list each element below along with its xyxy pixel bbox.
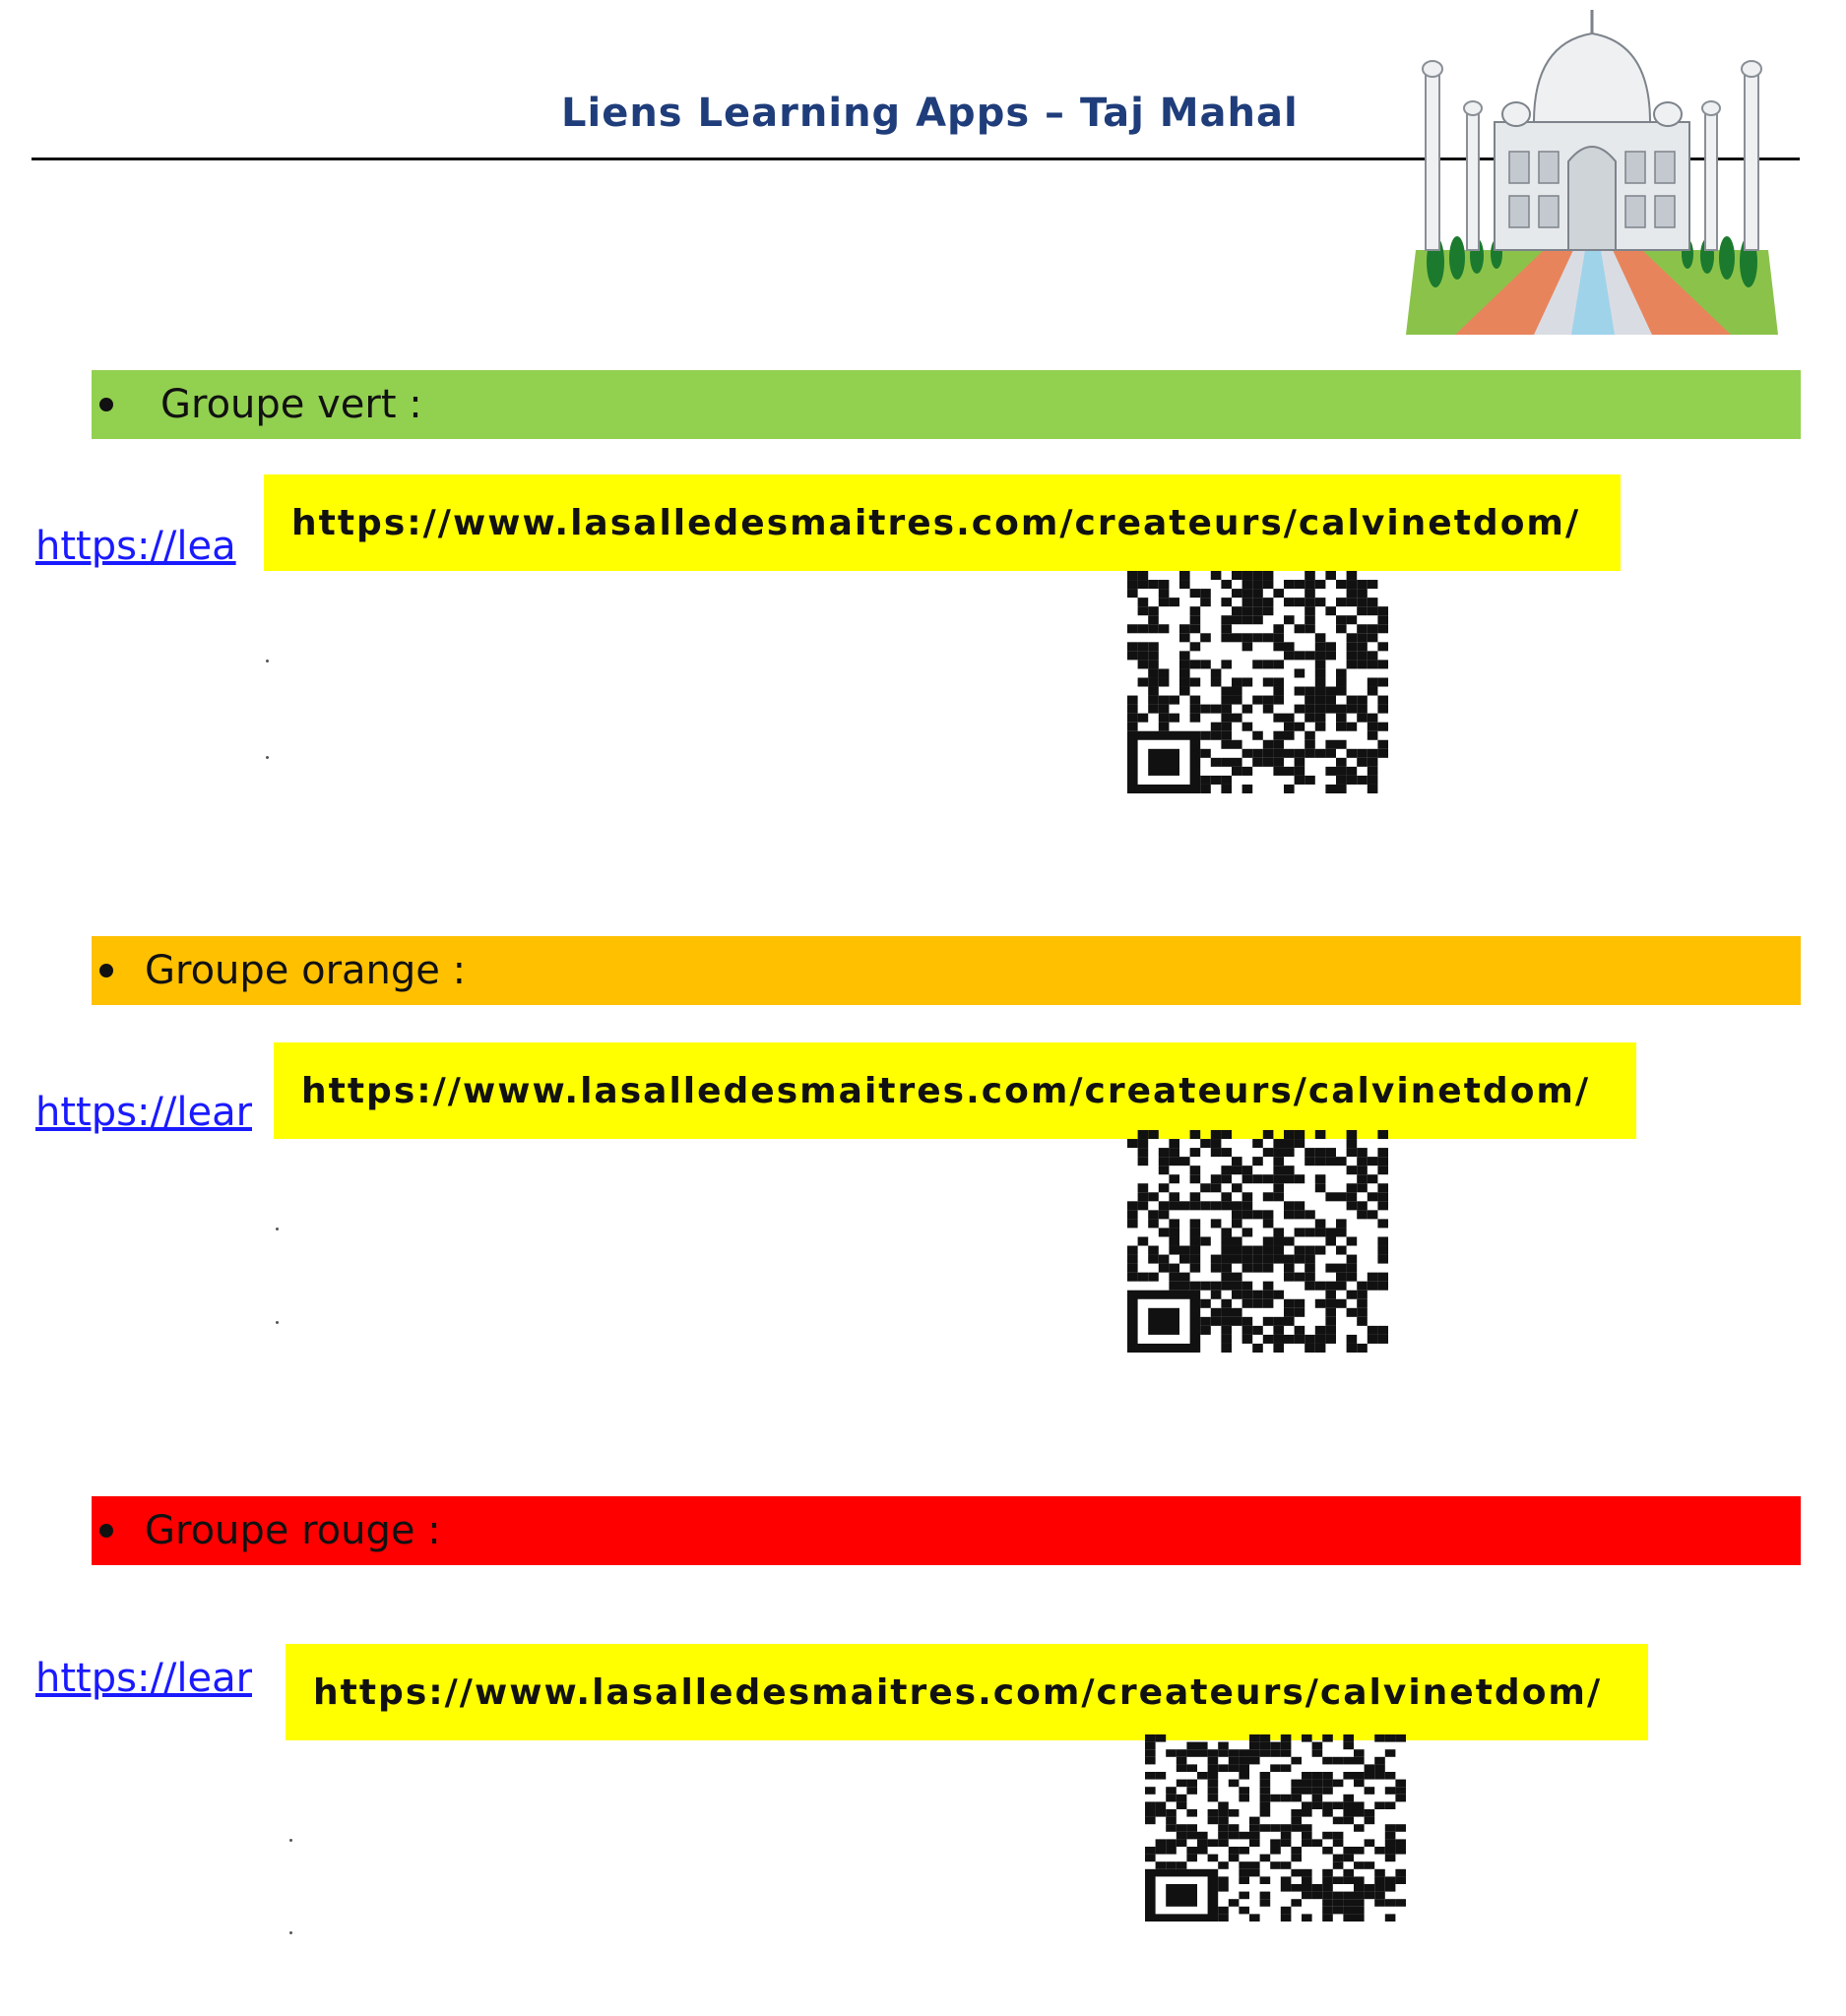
group-band-vert bbox=[92, 370, 1801, 439]
group-label: Groupe orange : bbox=[145, 948, 467, 993]
qr-code-icon bbox=[1127, 571, 1388, 793]
list-dot bbox=[266, 660, 269, 662]
list-dot bbox=[266, 756, 269, 759]
url-banner: https://www.lasalledesmaitres.com/createurs/calvinetdom/ bbox=[274, 1042, 1636, 1139]
list-dot bbox=[289, 1931, 292, 1934]
url-banner: https://www.lasalledesmaitres.com/createurs/calvinetdom/ bbox=[264, 474, 1621, 571]
list-dot bbox=[276, 1321, 279, 1324]
qr-code-icon bbox=[1145, 1734, 1406, 1922]
list-dot bbox=[289, 1839, 292, 1842]
bullet-icon bbox=[99, 398, 113, 411]
page-title: Liens Learning Apps – Taj Mahal bbox=[561, 91, 1299, 136]
bullet-icon bbox=[99, 964, 113, 977]
learning-app-link[interactable]: https://lea bbox=[35, 524, 236, 569]
bullet-icon bbox=[99, 1524, 113, 1538]
group-band-rouge bbox=[92, 1496, 1801, 1565]
url-banner: https://www.lasalledesmaitres.com/createurs/calvinetdom/ bbox=[286, 1644, 1648, 1740]
group-band-orange bbox=[92, 936, 1801, 1005]
group-label: Groupe vert : bbox=[160, 382, 422, 427]
taj-mahal-icon bbox=[1406, 4, 1778, 335]
qr-code-icon bbox=[1127, 1130, 1388, 1353]
list-dot bbox=[276, 1228, 279, 1230]
learning-app-link[interactable]: https://lear bbox=[35, 1090, 253, 1135]
group-label: Groupe rouge : bbox=[145, 1508, 441, 1553]
learning-app-link[interactable]: https://lear bbox=[35, 1656, 253, 1701]
